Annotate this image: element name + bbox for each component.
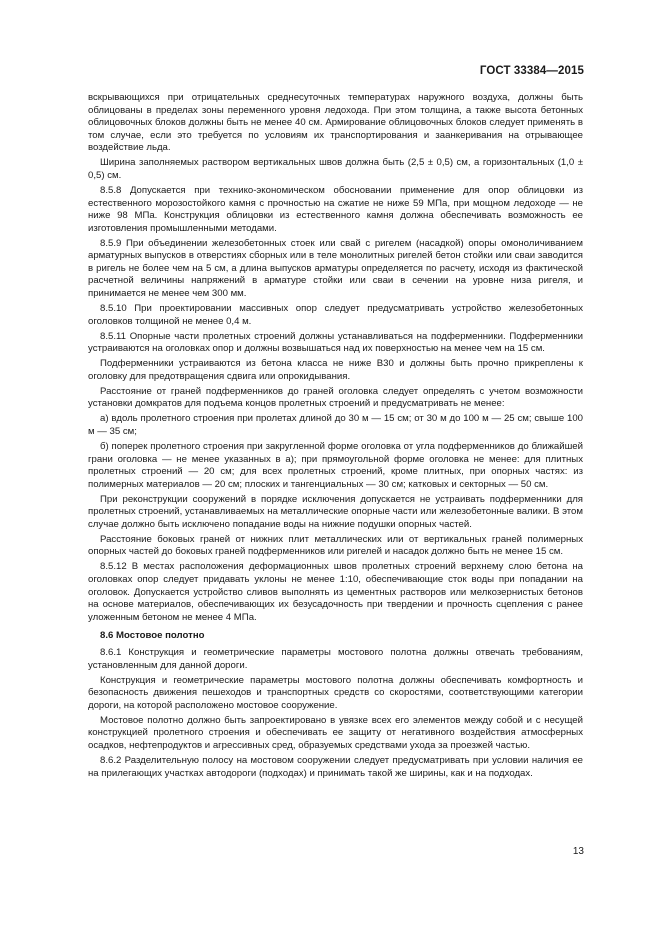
paragraph: 8.5.9 При объединении железобетонных стоек или свай с ригелем (насадкой) опоры омоноличиванием арматурных выпусков в отверстиях сборных или в теле монолитных ригелей бетон стойки или сваи заводится в ригель не более чем на 5 см, а длина выпусков арматуры определяется по расчету, исходя из фактической расчетной величины напряжений в арматуре стойки или сваи в сечении на уровне низа ригеля, и принимается не менее чем 300 мм. (88, 237, 583, 300)
section-heading: 8.6 Мостовое полотно (100, 630, 205, 642)
paragraph: Ширина заполняемых раствором вертикальных швов должна быть (2,5 ± 0,5) см, а горизонтальных (1,0 ± 0,5) см. (88, 157, 583, 181)
paragraph: 8.6.2 Разделительную полосу на мостовом сооружении следует предусматривать при условии наличия ее на прилегающих участках автодороги (подходах) и принимать такой же ширины, как и на подходах. (88, 754, 583, 779)
paragraph: 8.5.10 При проектировании массивных опор следует предусматривать устройство железобетонных оголовков толщиной не менее 0,4 м. (88, 303, 583, 327)
paragraph: Мостовое полотно должно быть запроектировано в увязке всех его элементов между собой и с несущей конструкцией пролетного строения и обеспечивать ее защиту от негативного воздействия атмосферных осадков, нефтепродуктов и агрессивных сред, образуемых средствами ухода за проезжей частью. (88, 714, 583, 751)
paragraph: При реконструкции сооружений в порядке исключения допускается не устраивать подферменники для пролетных строений, устанавливаемых на металлические опорные части или железобетонные валики. В этом случае должно быть исключено попадание воды на нижние подушки опорных частей. (88, 493, 583, 530)
list-item: а) вдоль пролетного строения при пролетах длиной до 30 м — 15 см; от 30 м до 100 м — 25 см; свыше 100 м — 35 см; (88, 413, 583, 437)
paragraph: Подферменники устраиваются из бетона класса не ниже В30 и должны быть прочно прикреплены к оголовку для предотвращения сдвига или опрокидывания. (88, 358, 583, 382)
paragraph: 8.5.11 Опорные части пролетных строений должны устанавливаться на подферменники. Подферменники устраиваются на оголовках опор и должны возвышаться над их поверхностью на менее чем на 15 см. (88, 330, 583, 355)
paragraph: Конструкция и геометрические параметры мостового полотна должны обеспечивать комфортность и безопасность движения пешеходов и транспортных средств со скоростями, соответствующими категории дороги, на которой расположено мостовое сооружение. (88, 674, 583, 711)
list-item: б) поперек пролетного строения при закругленной форме оголовка от угла подферменников до ближайшей грани оголовка — не менее указанных в а); при прямоугольной форме оголовка не менее: для плитных пролетных строений — 20 см; для всех пролетных строений, кроме плитных, при опорных частях: из полимерных материалов — 20 см; плоских и тангенциальных — 30 см; катковых и секторных — 50 см. (88, 440, 583, 490)
document-code-header: ГОСТ 33384—2015 (479, 65, 584, 77)
document-body (88, 92, 583, 783)
paragraph: Расстояние боковых граней от нижних плит металлических или от вертикальных граней полимерных опорных частей до боковых граней подферменников или ригелей и насадок должно быть не менее 15 см. (88, 533, 583, 558)
paragraph: Расстояние от граней подферменников до граней оголовка следует определять с учетом возможности установки домкратов для подъема концов пролетных строений и предусматривать не менее: (88, 385, 583, 410)
page-number: 13 (572, 846, 584, 857)
paragraph: 8.5.8 Допускается при технико-экономическом обосновании применение для опор облицовки из естественного морозостойкого камня с прочностью на сжатие не ниже 59 МПа, при мощном ледоходе — не ниже 98 МПа. Конструкция облицовки из естественного камня должна обеспечивать возможность ее изготовления промышленными методами. (88, 184, 583, 234)
paragraph: 8.5.12 В местах расположения деформационных швов пролетных строений верхнему слою бетона на оголовках опор следует придавать уклоны не менее 1:10, обеспечивающие сток воды при попадании на оголовок. Допускается устройство сливов выполнять из цементных растворов или мелкозернистых бетонов на основе материалов, обеспечивающих их безусадочность при твердении и прочность сцепления с ранее уложенным бетоном не менее 4 МПа. (88, 561, 583, 623)
paragraph: вскрывающихся при отрицательных среднесуточных температурах наружного воздуха, должны быть облицованы в пределах зоны переменного уровня ледохода. При этом толщина, а также высота бетонных облицовочных блоков должны быть не менее 40 см. Армирование облицовочных блоков следует применять в том случае, если это требуется по условиям их транспортирования и заанкеривания на отрывающее воздействие льда. (88, 92, 583, 154)
paragraph: 8.6.1 Конструкция и геометрические параметры мостового полотна должны отвечать требованиям, установленным для данной дороги. (88, 647, 583, 671)
